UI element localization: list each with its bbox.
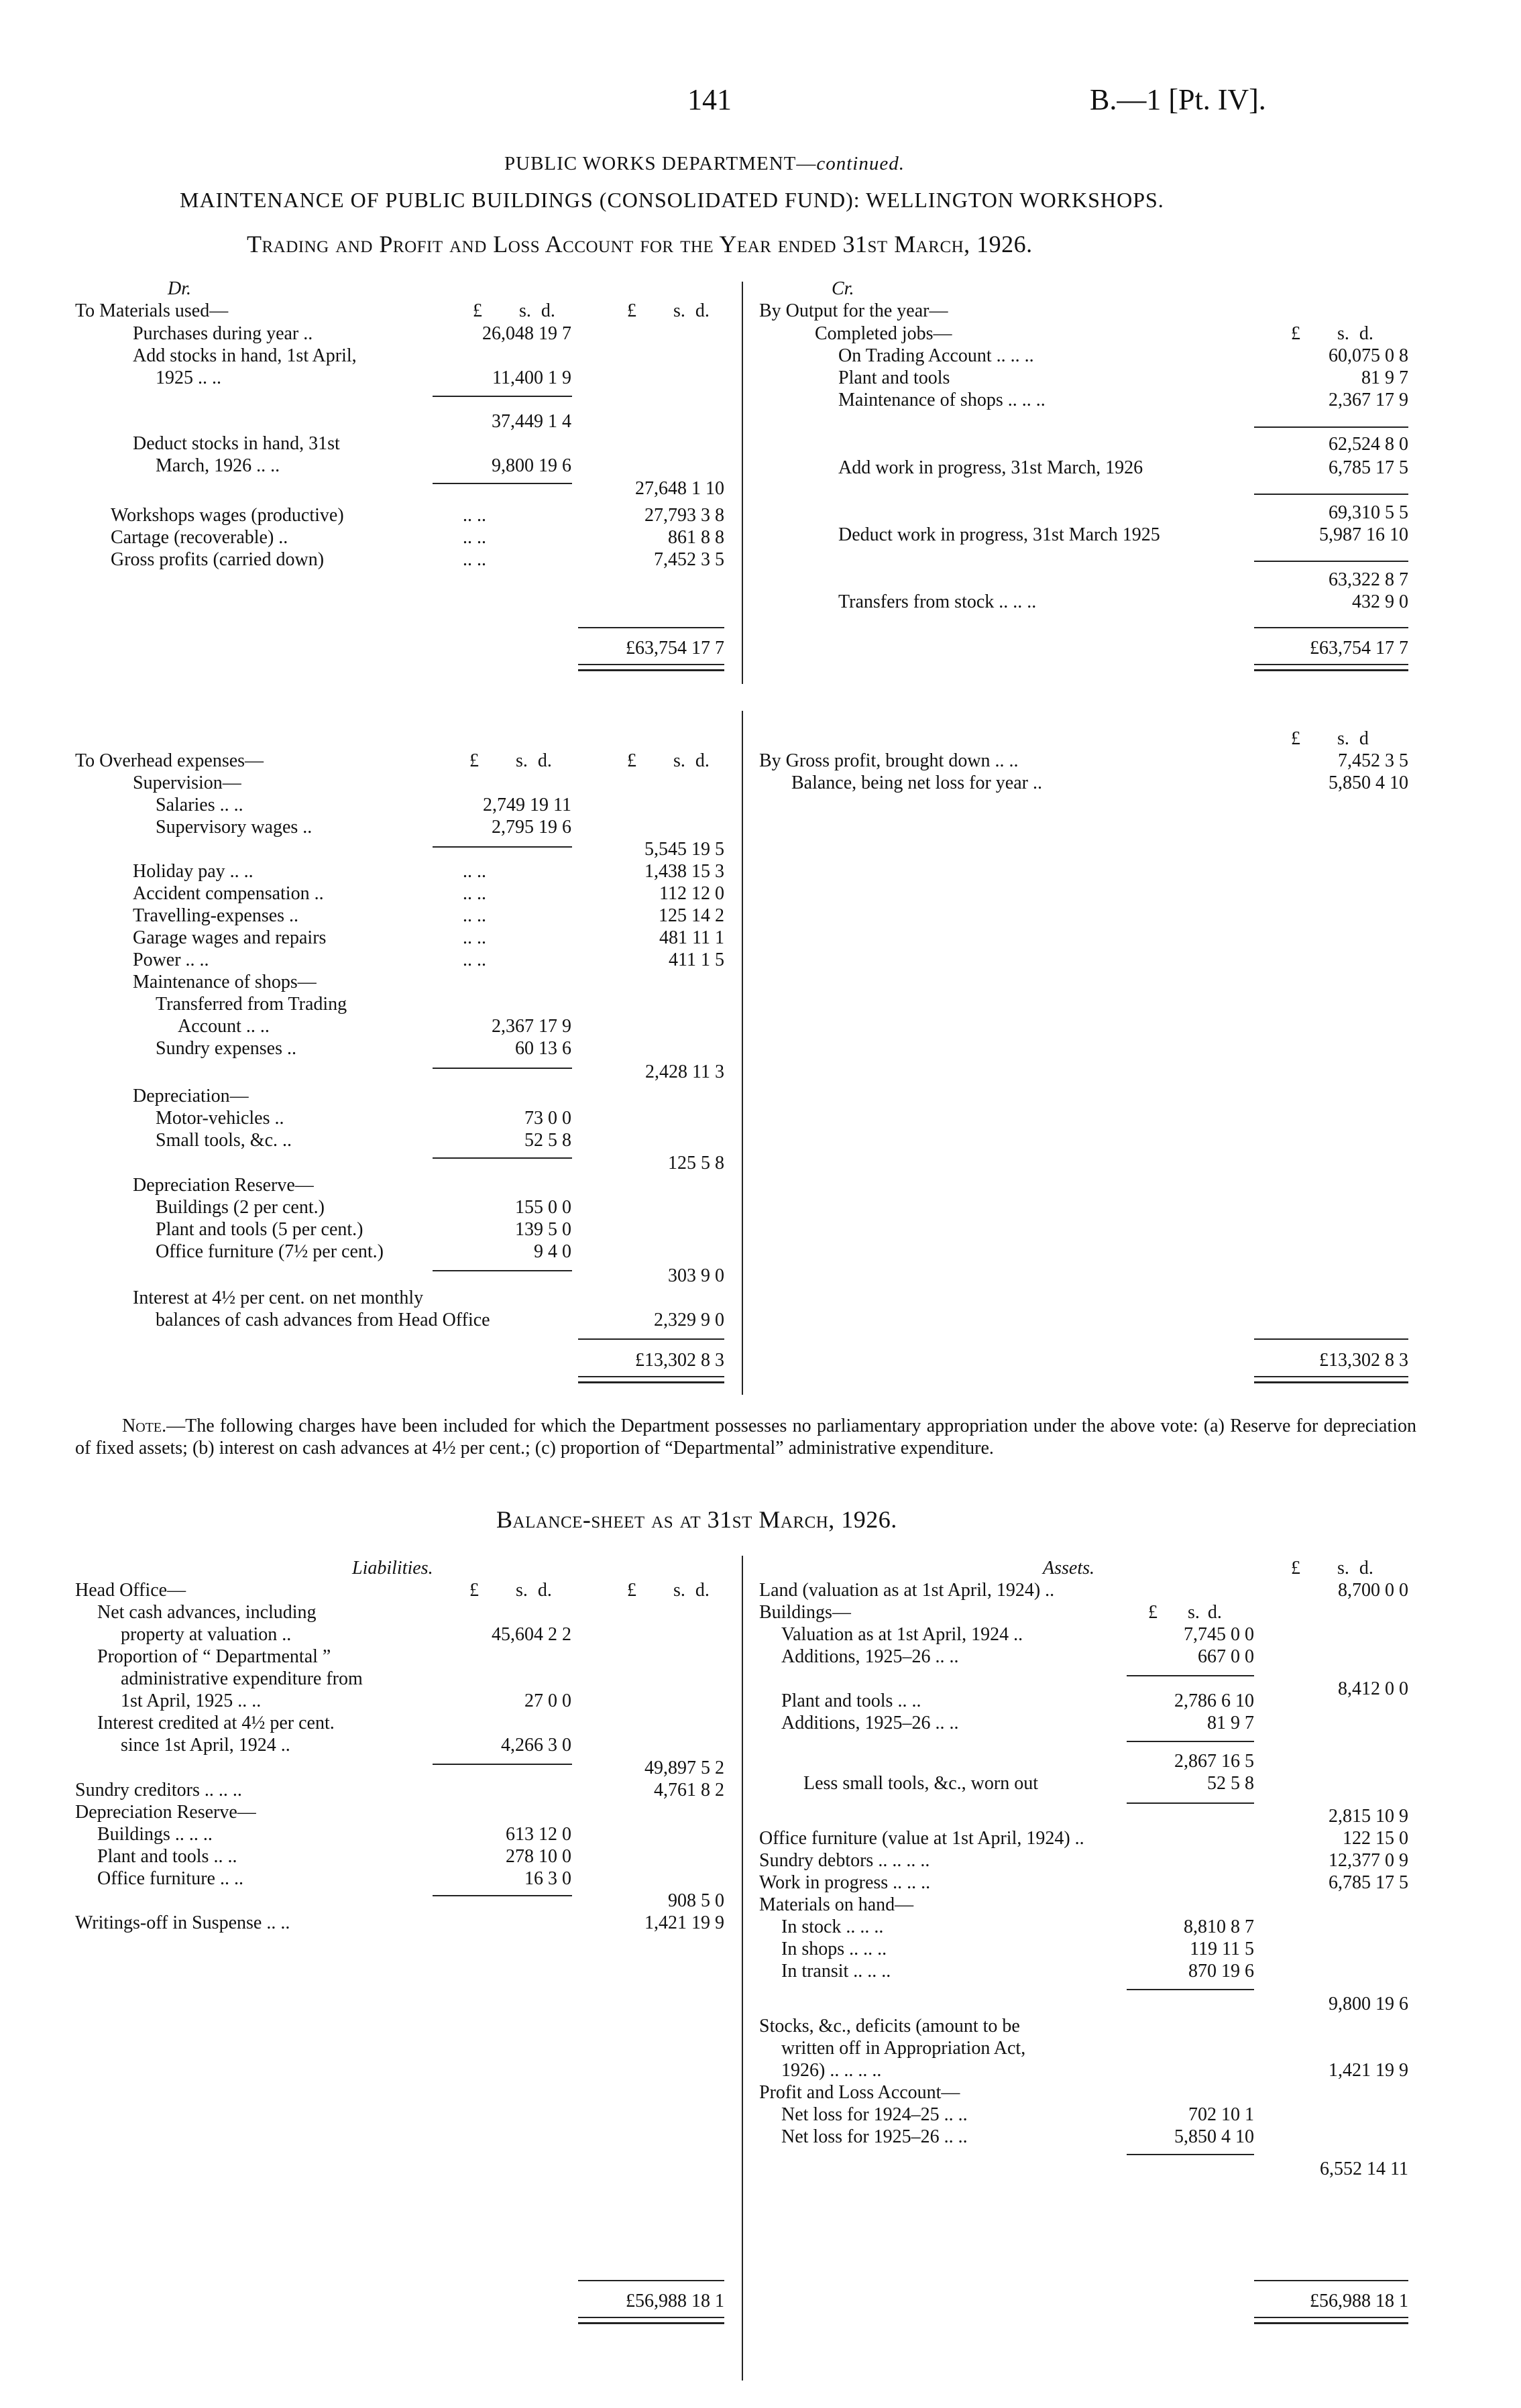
rule bbox=[433, 1157, 572, 1159]
document-reference: B.—1 [Pt. IV]. bbox=[1090, 83, 1266, 116]
line-label: Plant and tools .. .. bbox=[97, 1846, 237, 1867]
line-amount: 2,367 17 9 bbox=[492, 1016, 571, 1037]
line-label: Materials on hand— bbox=[759, 1894, 914, 1915]
assets-label: Assets. bbox=[1043, 1558, 1094, 1579]
line-amount: 26,048 19 7 bbox=[482, 323, 571, 344]
line-label: Additions, 1925–26 .. .. bbox=[781, 1713, 959, 1733]
line-label: Plant and tools bbox=[838, 367, 950, 388]
line-amount: 52 5 8 bbox=[1207, 1773, 1254, 1794]
currency-header: £ s. d. bbox=[469, 750, 552, 771]
line-amount: 73 0 0 bbox=[524, 1108, 571, 1129]
dot-leader: .. .. bbox=[463, 883, 486, 904]
line-label: Motor-vehicles .. bbox=[156, 1108, 284, 1129]
line-amount: 6,552 14 11 bbox=[1320, 2159, 1408, 2179]
currency-header: £ s. d. bbox=[1148, 1602, 1222, 1623]
line-amount: 9,800 19 6 bbox=[1329, 1994, 1408, 2014]
line-label: Deduct stocks in hand, 31st bbox=[133, 433, 340, 454]
line-amount: 908 5 0 bbox=[668, 1890, 724, 1911]
line-amount: 6,785 17 5 bbox=[1329, 457, 1408, 478]
line-amount: 7,452 3 5 bbox=[654, 549, 724, 570]
rule bbox=[1254, 426, 1408, 428]
line-amount: 81 9 7 bbox=[1361, 367, 1408, 388]
line-amount: 1,438 15 3 bbox=[644, 861, 724, 882]
line-label: Depreciation— bbox=[133, 1086, 249, 1106]
double-rule bbox=[578, 2317, 724, 2324]
currency-header: £ s. d bbox=[1291, 728, 1369, 749]
line-amount: 2,367 17 9 bbox=[1329, 390, 1408, 410]
line-amount: 2,428 11 3 bbox=[645, 1062, 724, 1082]
line-amount: 702 10 1 bbox=[1188, 2104, 1254, 2125]
dot-leader: .. .. bbox=[463, 927, 486, 948]
rule bbox=[433, 1270, 572, 1271]
rule bbox=[1127, 1989, 1254, 1990]
rule bbox=[578, 1338, 724, 1340]
line-label: Supervision— bbox=[133, 772, 241, 793]
line-label: Salaries .. .. bbox=[156, 795, 243, 815]
line-amount: 139 5 0 bbox=[515, 1219, 571, 1240]
rule bbox=[433, 396, 572, 397]
line-label: Accident compensation .. bbox=[133, 883, 324, 904]
line-label: Account .. .. bbox=[178, 1016, 270, 1037]
line-label: 1st April, 1925 .. .. bbox=[121, 1690, 262, 1711]
line-label: Plant and tools .. .. bbox=[781, 1690, 921, 1711]
line-amount: 8,700 0 0 bbox=[1338, 1580, 1408, 1601]
line-label: In shops .. .. .. bbox=[781, 1939, 887, 1959]
line-amount: 4,266 3 0 bbox=[501, 1735, 571, 1756]
line-label: Sundry creditors .. .. .. bbox=[75, 1780, 242, 1800]
rule bbox=[433, 483, 572, 484]
line-label: Buildings— bbox=[759, 1602, 851, 1623]
total-amount: £13,302 8 3 bbox=[1319, 1350, 1408, 1371]
currency-header: £ s. d. bbox=[627, 1580, 710, 1601]
rule bbox=[1127, 2154, 1254, 2155]
line-label: Cartage (recoverable) .. bbox=[111, 527, 288, 548]
line-amount: 81 9 7 bbox=[1207, 1713, 1254, 1733]
page-number: 141 bbox=[687, 83, 732, 116]
line-amount: 27,648 1 10 bbox=[635, 478, 724, 499]
line-label: Interest credited at 4½ per cent. bbox=[97, 1713, 335, 1733]
dot-leader: .. .. bbox=[463, 505, 486, 526]
line-label: balances of cash advances from Head Office bbox=[156, 1310, 490, 1330]
line-label: Deduct work in progress, 31st March 1925 bbox=[838, 524, 1160, 545]
line-amount: 4,761 8 2 bbox=[654, 1780, 724, 1800]
rule bbox=[433, 1895, 572, 1896]
line-amount: 5,850 4 10 bbox=[1174, 2126, 1254, 2147]
line-amount: 16 3 0 bbox=[524, 1868, 571, 1889]
line-amount: 112 12 0 bbox=[659, 883, 724, 904]
materials-heading: To Materials used— bbox=[75, 300, 229, 321]
currency-header: £ s. d. bbox=[469, 1580, 552, 1601]
balance-sheet-title: Balance-sheet as at 31st March, 1926. bbox=[496, 1506, 897, 1533]
dr-label: Dr. bbox=[168, 278, 192, 299]
subtotal-amount: 69,310 5 5 bbox=[1329, 502, 1408, 523]
line-label: Less small tools, &c., worn out bbox=[803, 1773, 1038, 1794]
line-amount: 122 15 0 bbox=[1343, 1828, 1408, 1849]
line-label: Office furniture (7½ per cent.) bbox=[156, 1241, 384, 1262]
currency-header: £ s. d. bbox=[1291, 323, 1373, 344]
line-amount: 1,421 19 9 bbox=[644, 1912, 724, 1933]
total-amount: £56,988 18 1 bbox=[1310, 2291, 1408, 2311]
line-label: Sundry debtors .. .. .. .. bbox=[759, 1850, 930, 1871]
line-amount: 155 0 0 bbox=[515, 1197, 571, 1218]
line-amount: 7,745 0 0 bbox=[1184, 1624, 1254, 1645]
rule bbox=[1254, 561, 1408, 562]
line-amount: 5,850 4 10 bbox=[1329, 772, 1408, 793]
double-rule bbox=[578, 664, 724, 671]
line-label: property at valuation .. bbox=[121, 1624, 292, 1645]
line-label: 1926) .. .. .. .. bbox=[781, 2060, 882, 2081]
line-label: Add stocks in hand, 1st April, bbox=[133, 345, 357, 366]
line-amount: 1,421 19 9 bbox=[1329, 2060, 1408, 2081]
line-amount: 9 4 0 bbox=[534, 1241, 571, 1262]
line-label: On Trading Account .. .. .. bbox=[838, 345, 1034, 366]
line-label: Holiday pay .. .. bbox=[133, 861, 253, 882]
line-label: In stock .. .. .. bbox=[781, 1916, 884, 1937]
pl-divider bbox=[742, 711, 743, 1395]
rule bbox=[1254, 627, 1408, 628]
line-amount: 2,329 9 0 bbox=[654, 1310, 724, 1330]
note-paragraph: Note.—The following charges have been included for which the Department possesses no parliamentary appropriation under the above vote: (a) Reserve for depreciation of fixed assets; (b) interest on cash advances at 4½ per cent.; (c) proportion of “Departmental” administrative expenditure. bbox=[75, 1416, 1416, 1458]
line-label: Valuation as at 1st April, 1924 .. bbox=[781, 1624, 1023, 1645]
line-label: Completed jobs— bbox=[815, 323, 952, 344]
currency-header: £ s. d. bbox=[627, 300, 710, 321]
line-label: 1925 .. .. bbox=[156, 367, 221, 388]
rule bbox=[1254, 494, 1408, 495]
currency-header: £ s. d. bbox=[473, 300, 555, 321]
rule bbox=[433, 1764, 572, 1765]
rule bbox=[578, 627, 724, 628]
dot-leader: .. .. bbox=[463, 861, 486, 882]
line-label: Workshops wages (productive) bbox=[111, 505, 344, 526]
line-label: Writings-off in Suspense .. .. bbox=[75, 1912, 290, 1933]
line-label: Profit and Loss Account— bbox=[759, 2082, 960, 2103]
line-label: Add work in progress, 31st March, 1926 bbox=[838, 457, 1143, 478]
line-label: Supervisory wages .. bbox=[156, 817, 313, 838]
rule bbox=[433, 846, 572, 848]
line-label: Gross profits (carried down) bbox=[111, 549, 325, 570]
subtotal-amount: 63,322 8 7 bbox=[1329, 569, 1408, 590]
line-amount: 6,785 17 5 bbox=[1329, 1872, 1408, 1893]
line-amount: 2,815 10 9 bbox=[1329, 1806, 1408, 1827]
line-label: Additions, 1925–26 .. .. bbox=[781, 1646, 959, 1667]
line-label: Sundry expenses .. bbox=[156, 1038, 296, 1059]
total-amount: £56,988 18 1 bbox=[626, 2291, 724, 2311]
line-label: Office furniture .. .. bbox=[97, 1868, 243, 1889]
line-amount: 49,897 5 2 bbox=[644, 1758, 724, 1778]
line-amount: 8,412 0 0 bbox=[1338, 1678, 1408, 1699]
double-rule bbox=[1254, 1376, 1408, 1383]
dot-leader: .. .. bbox=[463, 950, 486, 970]
line-label: Travelling-expenses .. bbox=[133, 905, 299, 926]
output-heading: By Output for the year— bbox=[759, 300, 948, 321]
line-label: Buildings (2 per cent.) bbox=[156, 1197, 325, 1218]
line-label: Head Office— bbox=[75, 1580, 186, 1601]
line-label: Depreciation Reserve— bbox=[75, 1802, 256, 1823]
line-amount: 8,810 8 7 bbox=[1184, 1916, 1254, 1937]
line-amount: 667 0 0 bbox=[1198, 1646, 1254, 1667]
balance-divider bbox=[742, 1556, 743, 2381]
dot-leader: .. .. bbox=[463, 549, 486, 570]
line-label: In transit .. .. .. bbox=[781, 1961, 891, 1982]
rule bbox=[433, 1068, 572, 1069]
line-amount: 27,793 3 8 bbox=[644, 505, 724, 526]
line-amount: 125 14 2 bbox=[659, 905, 724, 926]
line-amount: 125 5 8 bbox=[668, 1153, 724, 1173]
line-amount: 11,400 1 9 bbox=[492, 367, 571, 388]
line-label: Net loss for 1925–26 .. .. bbox=[781, 2126, 968, 2147]
line-amount: 278 10 0 bbox=[506, 1846, 571, 1867]
total-amount: £63,754 17 7 bbox=[626, 638, 724, 658]
line-label: March, 1926 .. .. bbox=[156, 455, 280, 476]
line-label: Stocks, &c., deficits (amount to be bbox=[759, 2016, 1020, 2037]
line-label: Small tools, &c. .. bbox=[156, 1130, 292, 1151]
line-label: Power .. .. bbox=[133, 950, 209, 970]
line-label: administrative expenditure from bbox=[121, 1668, 363, 1689]
rule bbox=[1254, 2280, 1408, 2281]
line-label: Net cash advances, including bbox=[97, 1602, 317, 1623]
line-label: Work in progress .. .. .. bbox=[759, 1872, 931, 1893]
line-label: Purchases during year .. bbox=[133, 323, 313, 344]
line-label: written off in Appropriation Act, bbox=[781, 2038, 1026, 2059]
line-amount: 60 13 6 bbox=[515, 1038, 571, 1059]
line-amount: 303 9 0 bbox=[668, 1265, 724, 1286]
line-label: Plant and tools (5 per cent.) bbox=[156, 1219, 363, 1240]
line-label: Interest at 4½ per cent. on net monthly bbox=[133, 1287, 424, 1308]
line-amount: 52 5 8 bbox=[524, 1130, 571, 1151]
subtotal-amount: 62,524 8 0 bbox=[1329, 434, 1408, 455]
overhead-heading: To Overhead expenses— bbox=[75, 750, 264, 771]
dot-leader: .. .. bbox=[463, 905, 486, 926]
line-amount: 411 1 5 bbox=[669, 950, 724, 970]
line-amount: 861 8 8 bbox=[668, 527, 724, 548]
trading-divider bbox=[742, 282, 743, 684]
line-amount: 119 11 5 bbox=[1190, 1939, 1254, 1959]
line-amount: 2,786 6 10 bbox=[1174, 1690, 1254, 1711]
line-amount: 481 11 1 bbox=[659, 927, 724, 948]
line-label: Transferred from Trading bbox=[156, 994, 347, 1015]
rule bbox=[1254, 1338, 1408, 1340]
total-amount: £63,754 17 7 bbox=[1310, 638, 1408, 658]
workshop-subtitle: MAINTENANCE OF PUBLIC BUILDINGS (CONSOLIDATED FUND): WELLINGTON WORKSHOPS. bbox=[180, 188, 1164, 212]
line-label: Office furniture (value at 1st April, 1924) .. bbox=[759, 1828, 1084, 1849]
subtotal-amount: 37,449 1 4 bbox=[492, 411, 571, 432]
line-amount: 2,749 19 11 bbox=[483, 795, 571, 815]
line-label: Maintenance of shops— bbox=[133, 972, 317, 992]
line-label: Proportion of “ Departmental ” bbox=[97, 1646, 331, 1667]
line-label: Maintenance of shops .. .. .. bbox=[838, 390, 1046, 410]
line-amount: 12,377 0 9 bbox=[1329, 1850, 1408, 1871]
line-label: Balance, being net loss for year .. bbox=[791, 772, 1042, 793]
line-amount: 432 9 0 bbox=[1352, 591, 1408, 612]
double-rule bbox=[1254, 664, 1408, 671]
line-amount: 27 0 0 bbox=[524, 1690, 571, 1711]
liabilities-label: Liabilities. bbox=[352, 1558, 433, 1579]
line-amount: 7,452 3 5 bbox=[1338, 750, 1408, 771]
line-label: Garage wages and repairs bbox=[133, 927, 327, 948]
line-amount: 45,604 2 2 bbox=[492, 1624, 571, 1645]
line-amount: 60,075 0 8 bbox=[1329, 345, 1408, 366]
double-rule bbox=[578, 1376, 724, 1383]
cr-label: Cr. bbox=[832, 278, 854, 299]
line-label: Depreciation Reserve— bbox=[133, 1175, 314, 1196]
department-title: PUBLIC WORKS DEPARTMENT—continued. bbox=[504, 153, 905, 174]
line-label: Buildings .. .. .. bbox=[97, 1824, 213, 1845]
line-amount: 2,795 19 6 bbox=[492, 817, 571, 838]
dot-leader: .. .. bbox=[463, 527, 486, 548]
line-label: Net loss for 1924–25 .. .. bbox=[781, 2104, 968, 2125]
rule bbox=[578, 2280, 724, 2281]
trading-account-title: Trading and Profit and Loss Account for the Year ended 31st March, 1926. bbox=[247, 231, 1033, 257]
line-label: By Gross profit, brought down .. .. bbox=[759, 750, 1019, 771]
currency-header: £ s. d. bbox=[627, 750, 710, 771]
line-amount: 5,987 16 10 bbox=[1319, 524, 1408, 545]
total-amount: £13,302 8 3 bbox=[635, 1350, 724, 1371]
line-label: Land (valuation as at 1st April, 1924) .. bbox=[759, 1580, 1055, 1601]
line-amount: 613 12 0 bbox=[506, 1824, 571, 1845]
line-amount: 5,545 19 5 bbox=[644, 839, 724, 860]
line-amount: 2,867 16 5 bbox=[1174, 1751, 1254, 1772]
line-label: Transfers from stock .. .. .. bbox=[838, 591, 1037, 612]
line-amount: 9,800 19 6 bbox=[492, 455, 571, 476]
rule bbox=[1127, 1802, 1254, 1804]
rule bbox=[1127, 1675, 1254, 1676]
currency-header: £ s. d. bbox=[1291, 1558, 1373, 1579]
line-label: since 1st April, 1924 .. bbox=[121, 1735, 290, 1756]
double-rule bbox=[1254, 2317, 1408, 2324]
rule bbox=[1127, 1741, 1254, 1742]
line-amount: 870 19 6 bbox=[1188, 1961, 1254, 1982]
